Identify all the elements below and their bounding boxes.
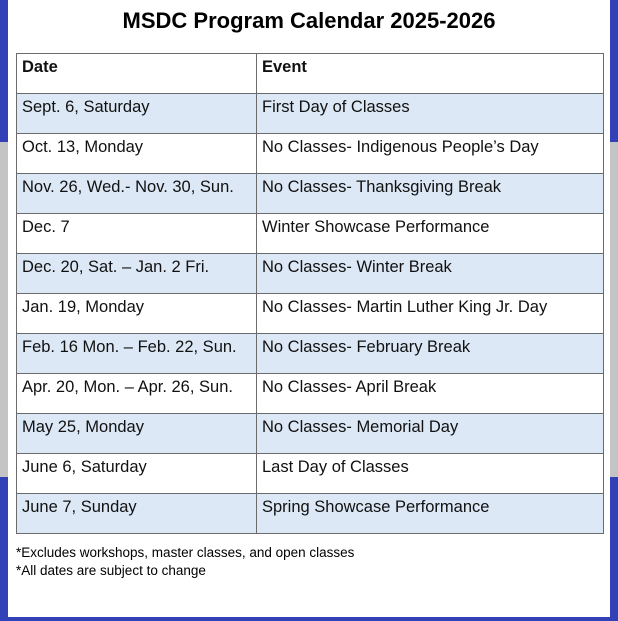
date-cell: June 6, Saturday	[17, 454, 257, 494]
event-cell: No Classes- Indigenous People’s Day	[257, 134, 604, 174]
event-cell: No Classes- Winter Break	[257, 254, 604, 294]
footnote: *Excludes workshops, master classes, and open classes	[16, 545, 355, 560]
date-cell: Sept. 6, Saturday	[17, 94, 257, 134]
calendar-table	[16, 53, 604, 534]
footnotes	[16, 544, 354, 580]
date-cell: Oct. 13, Monday	[17, 134, 257, 174]
table-row	[17, 334, 604, 374]
column-header-date: Date	[17, 54, 257, 94]
footnote: *All dates are subject to change	[16, 563, 206, 578]
table-row	[17, 494, 604, 534]
column-header-event: Event	[257, 54, 604, 94]
date-cell: Dec. 20, Sat. – Jan. 2 Fri.	[17, 254, 257, 294]
table-header-row	[17, 54, 604, 94]
table-row	[17, 374, 604, 414]
event-cell: Winter Showcase Performance	[257, 214, 604, 254]
date-cell: Dec. 7	[17, 214, 257, 254]
date-cell: Nov. 26, Wed.- Nov. 30, Sun.	[17, 174, 257, 214]
page-title: MSDC Program Calendar 2025-2026	[122, 8, 496, 33]
table-row	[17, 94, 604, 134]
table-row	[17, 134, 604, 174]
date-cell: Feb. 16 Mon. – Feb. 22, Sun.	[17, 334, 257, 374]
event-cell: Spring Showcase Performance	[257, 494, 604, 534]
event-cell: No Classes- Thanksgiving Break	[257, 174, 604, 214]
event-cell: No Classes- April Break	[257, 374, 604, 414]
table-row	[17, 454, 604, 494]
event-cell: First Day of Classes	[257, 94, 604, 134]
table-row	[17, 294, 604, 334]
table-row	[17, 214, 604, 254]
table-row	[17, 414, 604, 454]
event-cell: No Classes- Martin Luther King Jr. Day	[257, 294, 604, 334]
event-cell: No Classes- February Break	[257, 334, 604, 374]
table-row	[17, 174, 604, 214]
date-cell: Apr. 20, Mon. – Apr. 26, Sun.	[17, 374, 257, 414]
date-cell: June 7, Sunday	[17, 494, 257, 534]
event-cell: Last Day of Classes	[257, 454, 604, 494]
date-cell: Jan. 19, Monday	[17, 294, 257, 334]
table-row	[17, 254, 604, 294]
event-cell: No Classes- Memorial Day	[257, 414, 604, 454]
date-cell: May 25, Monday	[17, 414, 257, 454]
